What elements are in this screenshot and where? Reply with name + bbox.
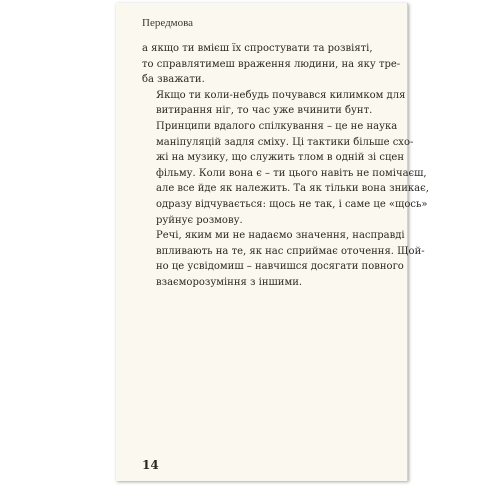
text-line: впливають на те, як нас сприймає оточення. Щой- [156, 245, 425, 257]
text-line: Якщо ти коли-небудь почувався килимком для [156, 89, 406, 101]
text-line: жі на музику, що служить тлом в одній зі сцен [156, 152, 405, 164]
text-line: але все йде як належить. Та як тільки вона зникає, [156, 183, 429, 195]
text-line: но це усвідомиш – навчишся досягати повного [156, 261, 404, 273]
text-line: ба зважати. [142, 74, 205, 86]
text-line: одразу відчувається: щось не так, і саме це «щось» [156, 198, 428, 210]
text-line: руйнує розмову. [156, 214, 243, 226]
text-line: Речі, яким ми не надаємо значення, насправді [156, 230, 405, 242]
text-line: а якщо ти вмієш їх спростувати та розвіяті, [142, 43, 373, 54]
paragraph-3 [142, 119, 429, 228]
paragraph-2 [142, 88, 406, 119]
text-line: витирання ніг, то час уже вчинити бунт. [156, 105, 373, 117]
book-page [116, 3, 429, 481]
page-number: 14 [142, 458, 159, 472]
paragraph-1 [142, 41, 401, 88]
body-text [142, 41, 429, 291]
paragraph-4 [142, 228, 425, 290]
running-head: Передмова [142, 17, 194, 29]
text-line: то справлятимеш враження людини, на яку тре- [142, 58, 401, 70]
text-line: фільму. Коли вона є – ти цього навіть не помічаєш, [156, 167, 427, 179]
text-line: Принципи вдалого спілкування – це не наука [156, 120, 398, 132]
text-line: маніпуляцій задля сміху. Ці тактики більше схо- [156, 136, 414, 148]
text-line: взаєморозуміння з іншими. [156, 276, 303, 288]
